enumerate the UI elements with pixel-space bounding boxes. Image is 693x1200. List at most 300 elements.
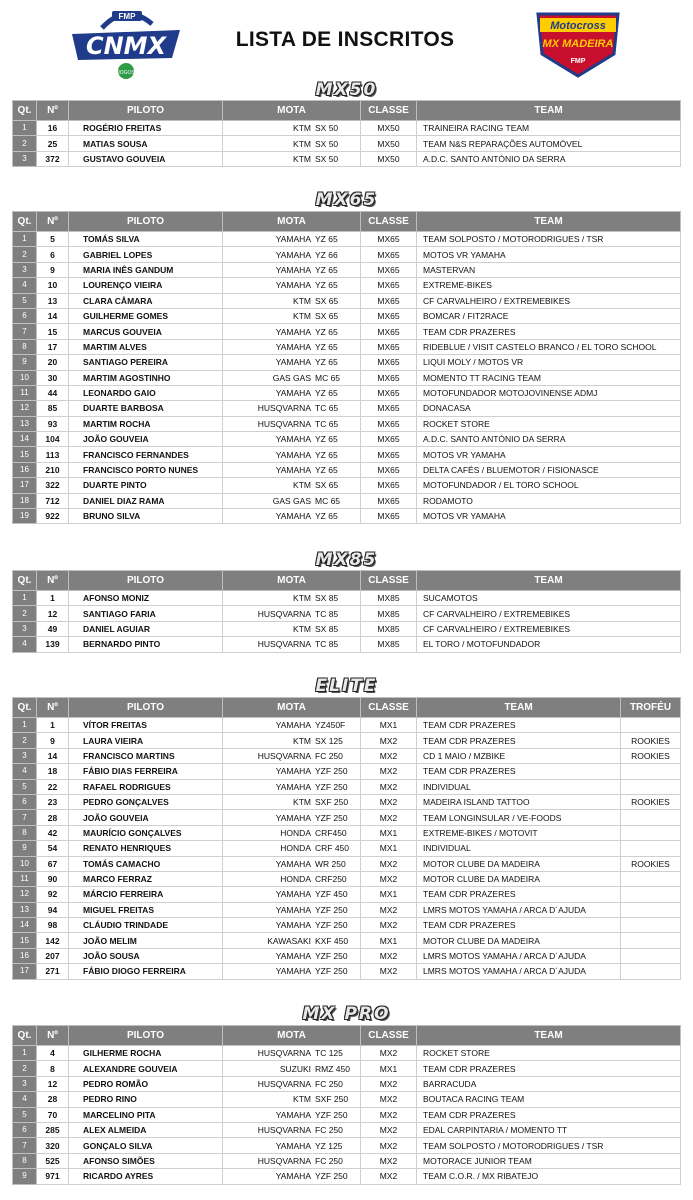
rider-name: PEDRO ROMÃO: [69, 1076, 223, 1091]
rider-name: MARCELINO PITA: [69, 1107, 223, 1122]
row-index: 2: [13, 247, 37, 262]
team-cell: LIQUI MOLY / MOTOS VR: [417, 355, 681, 370]
bike-model: CRF450: [315, 827, 347, 838]
row-index: 1: [13, 718, 37, 733]
bike-brand: HONDA: [280, 843, 311, 854]
trophy-cell: [621, 825, 681, 840]
rider-name: GILHERME ROCHA: [69, 1046, 223, 1061]
bike-brand: YAMAHA: [275, 449, 311, 460]
bike-brand: YAMAHA: [275, 766, 311, 777]
bike-brand: YAMAHA: [275, 465, 311, 476]
rider-number: 6: [37, 247, 69, 262]
row-index: 5: [13, 1107, 37, 1122]
table-row: [13, 262, 681, 277]
class-cell: MX2: [361, 948, 417, 963]
bike-cell: [223, 1046, 361, 1061]
rider-name: SANTIAGO PEREIRA: [69, 355, 223, 370]
row-index: 8: [13, 339, 37, 354]
rider-number: 30: [37, 370, 69, 385]
class-cell: MX2: [361, 1169, 417, 1184]
rider-number: 207: [37, 948, 69, 963]
bike-brand: KTM: [293, 623, 311, 634]
bike-cell: [223, 308, 361, 323]
rider-number: 113: [37, 447, 69, 462]
team-cell: MOTORACE JUNIOR TEAM: [417, 1153, 681, 1168]
rider-name: RICARDO AYRES: [69, 1169, 223, 1184]
class-cell: MX65: [361, 478, 417, 493]
bike-cell: [223, 1061, 361, 1076]
entries-table: [12, 1025, 681, 1185]
team-cell: MOTOFUNDADOR / EL TORO SCHOOL: [417, 478, 681, 493]
class-cell: MX65: [361, 278, 417, 293]
bike-model: SX 125: [315, 735, 343, 746]
row-index: 9: [13, 1169, 37, 1184]
class-cell: MX2: [361, 871, 417, 886]
section-title: MX50: [315, 80, 378, 100]
rider-number: 322: [37, 478, 69, 493]
bike-brand: HONDA: [280, 827, 311, 838]
bike-cell: [223, 401, 361, 416]
table-row: [13, 232, 681, 247]
bike-cell: [223, 918, 361, 933]
class-cell: MX1: [361, 841, 417, 856]
bike-model: YZ 65: [315, 465, 338, 476]
class-cell: MX65: [361, 324, 417, 339]
class-cell: MX65: [361, 493, 417, 508]
row-index: 5: [13, 779, 37, 794]
class-cell: MX2: [361, 1122, 417, 1137]
team-cell: CF CARVALHEIRO / EXTREMEBIKES: [417, 606, 681, 621]
rider-number: 210: [37, 462, 69, 477]
table-row: [13, 1138, 681, 1153]
bike-model: YZ 65: [315, 280, 338, 291]
row-index: 3: [13, 748, 37, 763]
bike-brand: HUSQVARNA: [257, 403, 311, 414]
row-index: 6: [13, 1122, 37, 1137]
team-cell: SUCAMOTOS: [417, 591, 681, 606]
table-row: [13, 887, 681, 902]
rider-number: 98: [37, 918, 69, 933]
table-row: [13, 339, 681, 354]
team-cell: EXTREME-BIKES: [417, 278, 681, 293]
class-cell: MX2: [361, 748, 417, 763]
row-index: 14: [13, 918, 37, 933]
team-cell: TEAM CDR PRAZERES: [417, 733, 621, 748]
table-row: [13, 432, 681, 447]
team-cell: DONACASA: [417, 401, 681, 416]
trophy-cell: [621, 918, 681, 933]
trophy-cell: [621, 810, 681, 825]
rider-number: 13: [37, 293, 69, 308]
bike-brand: HUSQVARNA: [257, 639, 311, 650]
class-cell: MX65: [361, 401, 417, 416]
bike-cell: [223, 1076, 361, 1091]
bike-brand: YAMAHA: [275, 904, 311, 915]
bike-brand: GAS GAS: [272, 372, 311, 383]
team-cell: ROCKET STORE: [417, 1046, 681, 1061]
trophy-cell: [621, 841, 681, 856]
entries-table: [12, 570, 681, 653]
bike-brand: KTM: [293, 593, 311, 604]
table-row: [13, 591, 681, 606]
table-row: [13, 621, 681, 636]
rider-name: MÁRCIO FERREIRA: [69, 887, 223, 902]
bike-cell: [223, 621, 361, 636]
table-row: [13, 324, 681, 339]
table-row: [13, 462, 681, 477]
row-index: 12: [13, 887, 37, 902]
table-row: [13, 964, 681, 979]
section-title: MX65: [315, 190, 378, 210]
rider-name: LAURA VIEIRA: [69, 733, 223, 748]
rider-number: 93: [37, 416, 69, 431]
cnmx-logo: [68, 8, 184, 80]
class-cell: MX65: [361, 416, 417, 431]
bike-model: YZF 250: [315, 966, 348, 977]
row-index: 3: [13, 621, 37, 636]
class-cell: MX65: [361, 432, 417, 447]
table-row: [13, 779, 681, 794]
column-header-classe: CLASSE: [361, 212, 417, 232]
rider-number: 12: [37, 606, 69, 621]
class-cell: MX65: [361, 293, 417, 308]
column-header-team: TEAM: [417, 212, 681, 232]
table-row: [13, 370, 681, 385]
table-row: [13, 748, 681, 763]
bike-model: YZF 250: [315, 766, 348, 777]
bike-model: YZ 65: [315, 341, 338, 352]
class-cell: MX1: [361, 825, 417, 840]
rider-name: MIGUEL FREITAS: [69, 902, 223, 917]
class-cell: MX2: [361, 733, 417, 748]
rider-number: 12: [37, 1076, 69, 1091]
rider-name: FRANCISCO MARTINS: [69, 748, 223, 763]
bike-cell: [223, 247, 361, 262]
bike-brand: YAMAHA: [275, 966, 311, 977]
rider-name: MARCO FERRAZ: [69, 871, 223, 886]
bike-brand: HUSQVARNA: [257, 608, 311, 619]
table-header-row: [13, 698, 681, 718]
table-row: [13, 948, 681, 963]
rider-name: JOÃO SOUSA: [69, 948, 223, 963]
team-cell: MOTOR CLUBE DA MADEIRA: [417, 933, 621, 948]
bike-brand: KTM: [293, 1094, 311, 1105]
class-cell: MX2: [361, 902, 417, 917]
class-cell: MX65: [361, 447, 417, 462]
column-header-piloto: PILOTO: [69, 571, 223, 591]
bike-cell: [223, 856, 361, 871]
column-header-num: Nº: [37, 571, 69, 591]
row-index: 13: [13, 902, 37, 917]
rider-name: BERNARDO PINTO: [69, 637, 223, 652]
rider-name: VÍTOR FREITAS: [69, 718, 223, 733]
class-cell: MX2: [361, 1138, 417, 1153]
row-index: 3: [13, 1076, 37, 1091]
team-cell: TEAM CDR PRAZERES: [417, 324, 681, 339]
rider-number: 94: [37, 902, 69, 917]
rider-number: 54: [37, 841, 69, 856]
bike-brand: KTM: [293, 295, 311, 306]
team-cell: TEAM CDR PRAZERES: [417, 764, 621, 779]
rider-name: MARIA INÊS GANDUM: [69, 262, 223, 277]
class-cell: MX65: [361, 355, 417, 370]
rider-name: MAURÍCIO GONÇALVES: [69, 825, 223, 840]
bike-cell: [223, 637, 361, 652]
class-cell: MX1: [361, 1061, 417, 1076]
class-cell: MX2: [361, 1107, 417, 1122]
bike-cell: [223, 718, 361, 733]
trophy-cell: ROOKIES: [621, 856, 681, 871]
entries-table: [12, 697, 681, 980]
bike-cell: [223, 1092, 361, 1107]
bike-cell: [223, 733, 361, 748]
row-index: 8: [13, 1153, 37, 1168]
rider-number: 23: [37, 794, 69, 809]
rider-number: 8: [37, 1061, 69, 1076]
logo-fmp-small-text: FMP: [570, 58, 586, 65]
team-cell: BARRACUDA: [417, 1076, 681, 1091]
bike-model: FC 250: [315, 1125, 343, 1136]
table-row: [13, 136, 681, 151]
table-row: [13, 718, 681, 733]
team-cell: BOMCAR / FIT2RACE: [417, 308, 681, 323]
bike-brand: GAS GAS: [272, 495, 311, 506]
rider-name: CLÁUDIO TRINDADE: [69, 918, 223, 933]
row-index: 3: [13, 262, 37, 277]
bike-cell: [223, 293, 361, 308]
column-header-qt: Qt.: [13, 1026, 37, 1046]
row-index: 10: [13, 856, 37, 871]
class-cell: MX65: [361, 339, 417, 354]
bike-cell: [223, 794, 361, 809]
table-header-row: [13, 101, 681, 121]
row-index: 19: [13, 509, 37, 524]
class-cell: MX65: [361, 370, 417, 385]
logo-motocross-text: Motocross: [550, 20, 606, 32]
class-cell: MX2: [361, 764, 417, 779]
bike-brand: YAMAHA: [275, 858, 311, 869]
bike-cell: [223, 370, 361, 385]
bike-model: YZ450F: [315, 720, 346, 731]
trophy-cell: ROOKIES: [621, 748, 681, 763]
trophy-cell: [621, 718, 681, 733]
class-cell: MX85: [361, 621, 417, 636]
bike-cell: [223, 948, 361, 963]
bike-brand: KAWASAKI: [267, 935, 311, 946]
row-index: 9: [13, 841, 37, 856]
rider-name: RAFAEL RODRIGUES: [69, 779, 223, 794]
column-header-piloto: PILOTO: [69, 1026, 223, 1046]
bike-brand: YAMAHA: [275, 1109, 311, 1120]
class-cell: MX2: [361, 918, 417, 933]
row-index: 13: [13, 416, 37, 431]
bike-model: SX 65: [315, 311, 339, 322]
bike-brand: SUZUKI: [279, 1063, 311, 1074]
rider-number: 4: [37, 1046, 69, 1061]
class-cell: MX2: [361, 810, 417, 825]
bike-brand: KTM: [293, 138, 311, 149]
bike-cell: [223, 1169, 361, 1184]
bike-brand: HONDA: [280, 874, 311, 885]
table-row: [13, 637, 681, 652]
bike-model: SX 65: [315, 295, 339, 306]
bike-brand: YAMAHA: [275, 1171, 311, 1182]
rider-name: AFONSO MONIZ: [69, 591, 223, 606]
bike-brand: YAMAHA: [275, 326, 311, 337]
team-cell: TEAM C.O.R. / MX RIBATEJO: [417, 1169, 681, 1184]
team-cell: CF CARVALHEIRO / EXTREMEBIKES: [417, 293, 681, 308]
team-cell: TEAM CDR PRAZERES: [417, 718, 621, 733]
table-row: [13, 247, 681, 262]
column-header-num: Nº: [37, 212, 69, 232]
row-index: 2: [13, 136, 37, 151]
bike-cell: [223, 339, 361, 354]
rider-number: 10: [37, 278, 69, 293]
team-cell: MOTOS VR YAMAHA: [417, 247, 681, 262]
row-index: 4: [13, 278, 37, 293]
bike-cell: [223, 385, 361, 400]
class-cell: MX65: [361, 462, 417, 477]
column-header-num: Nº: [37, 101, 69, 121]
rider-number: 922: [37, 509, 69, 524]
rider-number: 42: [37, 825, 69, 840]
table-row: [13, 478, 681, 493]
row-index: 17: [13, 964, 37, 979]
team-cell: MOTOS VR YAMAHA: [417, 447, 681, 462]
team-cell: MASTERVAN: [417, 262, 681, 277]
table-row: [13, 1169, 681, 1184]
bike-brand: KTM: [293, 153, 311, 164]
rider-name: DANIEL AGUIAR: [69, 621, 223, 636]
bike-model: WR 250: [315, 858, 346, 869]
row-index: 15: [13, 447, 37, 462]
table-row: [13, 764, 681, 779]
bike-model: YZF 450: [315, 889, 348, 900]
table-row: [13, 1153, 681, 1168]
class-cell: MX2: [361, 1153, 417, 1168]
team-cell: MOTOFUNDADOR MOTOJOVINENSE ADMJ: [417, 385, 681, 400]
bike-brand: YAMAHA: [275, 812, 311, 823]
bike-model: YZ 65: [315, 264, 338, 275]
class-cell: MX50: [361, 136, 417, 151]
table-header-row: [13, 571, 681, 591]
table-row: [13, 278, 681, 293]
class-cell: MX2: [361, 964, 417, 979]
rider-name: TOMÁS SILVA: [69, 232, 223, 247]
bike-cell: [223, 462, 361, 477]
bike-brand: YAMAHA: [275, 264, 311, 275]
bike-model: SX 50: [315, 138, 339, 149]
trophy-cell: [621, 779, 681, 794]
row-index: 1: [13, 591, 37, 606]
column-header-piloto: PILOTO: [69, 698, 223, 718]
class-cell: MX2: [361, 1076, 417, 1091]
team-cell: LMRS MOTOS YAMAHA / ARCA D´AJUDA: [417, 948, 621, 963]
bike-model: FC 250: [315, 1155, 343, 1166]
bike-model: CRF 450: [315, 843, 350, 854]
row-index: 7: [13, 810, 37, 825]
rider-name: RENATO HENRIQUES: [69, 841, 223, 856]
bike-brand: HUSQVARNA: [257, 1155, 311, 1166]
team-cell: RODAMOTO: [417, 493, 681, 508]
row-index: 10: [13, 370, 37, 385]
bike-cell: [223, 262, 361, 277]
rider-number: 25: [37, 136, 69, 151]
bike-cell: [223, 278, 361, 293]
table-header-row: [13, 212, 681, 232]
team-cell: TEAM CDR PRAZERES: [417, 1061, 681, 1076]
bike-model: YZ 66: [315, 249, 338, 260]
table-row: [13, 151, 681, 166]
table-row: [13, 493, 681, 508]
bike-cell: [223, 810, 361, 825]
rider-number: 17: [37, 339, 69, 354]
bike-cell: [223, 748, 361, 763]
rider-number: 5: [37, 232, 69, 247]
bike-brand: YAMAHA: [275, 781, 311, 792]
header: [0, 0, 693, 80]
section-title: ELITE: [315, 676, 378, 696]
bike-model: YZ 125: [315, 1140, 343, 1151]
row-index: 14: [13, 432, 37, 447]
team-cell: MOTOR CLUBE DA MADEIRA: [417, 856, 621, 871]
entries-table: [12, 100, 681, 167]
team-cell: TEAM SOLPOSTO / MOTORODRIGUES / TSR: [417, 232, 681, 247]
bike-cell: [223, 324, 361, 339]
row-index: 1: [13, 1046, 37, 1061]
rider-name: GUILHERME GOMES: [69, 308, 223, 323]
rider-name: FÁBIO DIOGO FERREIRA: [69, 964, 223, 979]
row-index: 12: [13, 401, 37, 416]
bike-brand: HUSQVARNA: [257, 750, 311, 761]
bike-model: SXF 250: [315, 797, 349, 808]
rider-number: 67: [37, 856, 69, 871]
bike-model: RMZ 450: [315, 1063, 350, 1074]
bike-model: YZ 65: [315, 357, 338, 368]
table-row: [13, 933, 681, 948]
rider-name: TOMÁS CAMACHO: [69, 856, 223, 871]
bike-cell: [223, 871, 361, 886]
bike-cell: [223, 232, 361, 247]
rider-name: ALEX ALMEIDA: [69, 1122, 223, 1137]
bike-model: YZF 250: [315, 920, 348, 931]
bike-cell: [223, 964, 361, 979]
class-cell: MX1: [361, 933, 417, 948]
table-row: [13, 825, 681, 840]
row-index: 18: [13, 493, 37, 508]
bike-cell: [223, 933, 361, 948]
column-header-qt: Qt.: [13, 212, 37, 232]
rider-name: MARCUS GOUVEIA: [69, 324, 223, 339]
bike-model: CRF250: [315, 874, 347, 885]
table-row: [13, 293, 681, 308]
bike-brand: YAMAHA: [275, 511, 311, 522]
rider-number: 92: [37, 887, 69, 902]
rider-number: 142: [37, 933, 69, 948]
rider-number: 104: [37, 432, 69, 447]
rider-number: 44: [37, 385, 69, 400]
bike-cell: [223, 779, 361, 794]
row-index: 7: [13, 1138, 37, 1153]
class-cell: MX2: [361, 1092, 417, 1107]
rider-number: 712: [37, 493, 69, 508]
row-index: 6: [13, 308, 37, 323]
row-index: 6: [13, 794, 37, 809]
bike-model: SXF 250: [315, 1094, 349, 1105]
table-row: [13, 355, 681, 370]
table-row: [13, 810, 681, 825]
bike-brand: KTM: [293, 480, 311, 491]
